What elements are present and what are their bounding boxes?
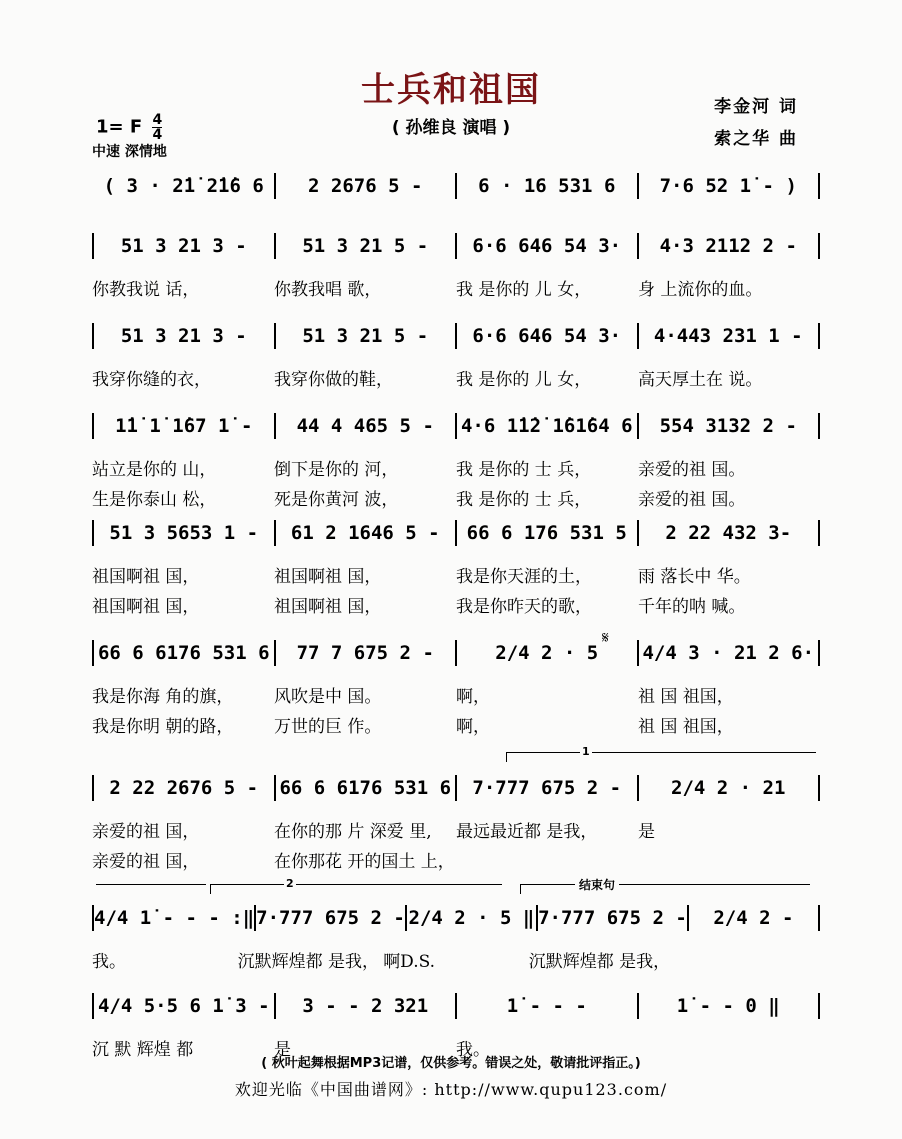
lyric-segment: 亲爱的祖 国。: [638, 460, 746, 480]
lyricist-credit: 李金河 词: [714, 97, 798, 117]
measure: 4·6 1̇1̇2̇ 1̇61̇64 6: [460, 415, 633, 437]
measure: 4·443 231 1 -: [653, 325, 803, 347]
lyric-segment: 我是你明 朝的路，: [92, 717, 234, 737]
measure: 2 22 2676 5 -: [109, 777, 259, 799]
measure: 44 4 465 5 -: [296, 415, 434, 437]
measure: 4/4 1̇ - - - :‖: [94, 907, 255, 929]
barline: [818, 775, 820, 801]
lyric-segment: 我穿你缝的衣，: [92, 370, 211, 390]
lyric-segment: 我穿你做的鞋，: [274, 370, 393, 390]
measure: 4/4 5·5 6 1̇ 3 -: [97, 995, 270, 1017]
measure: 7·777 675 2 -: [538, 907, 687, 929]
volta-bracket-2: [210, 884, 502, 885]
notation-line: [92, 173, 820, 199]
measure: 51 3 5653 1 -: [109, 522, 259, 544]
measure: 7·6 52 1̇ - ): [659, 175, 797, 197]
lyric-segment: 祖国啊祖 国，: [274, 567, 382, 587]
composer-credit: 索之华 曲: [714, 129, 798, 149]
measure: 7·777 675 2 -: [256, 907, 405, 929]
lyric-segment: 我 是你的 士 兵，: [456, 460, 592, 480]
volta-tick-2: [210, 884, 211, 894]
time-signature: [152, 113, 162, 142]
lyric-segment: 我 是你的 士 兵，: [456, 490, 592, 510]
measure: 3 - - 2 321: [302, 995, 429, 1017]
measure: 61 2 1646 5 -: [290, 522, 440, 544]
lyric-segment: 沉默辉煌都 是我，: [237, 952, 379, 972]
volta-label-2: 2: [286, 877, 294, 890]
lyric-segment: 身 上流你的血。: [638, 280, 763, 300]
lyric-segment: 风吹是中 国。: [274, 687, 382, 707]
measure: 7·777 675 2 -: [472, 777, 622, 799]
lyric-segment: 最远最近都 是我，: [456, 822, 598, 842]
barline: [818, 233, 820, 259]
measure: 2/4 2 · 21: [671, 777, 786, 799]
volta-bracket-1: [506, 752, 816, 753]
lyric-segment: 祖 国 祖国，: [638, 687, 734, 707]
measure: 1̇ - - -: [506, 995, 587, 1017]
lyric-segment: 千年的呐 喊。: [638, 597, 746, 617]
key-label: 1= F: [96, 116, 143, 138]
lyric-segment: 我。: [456, 1040, 490, 1060]
lyric-segment: 在你那花 开的国土 上，: [274, 852, 455, 872]
measure: 6·6 646 54 3·: [472, 235, 622, 257]
lyric-segment: 是: [274, 1040, 291, 1060]
lyric-segment: 啊，: [456, 717, 490, 737]
measure: 51 3 21 5 -: [302, 235, 429, 257]
lyric-line: [92, 275, 820, 300]
measure: 4·3 2112 2 -: [659, 235, 797, 257]
measure: 66 6 6176 531 6: [279, 777, 452, 799]
lyric-segment: 亲爱的祖 国，: [92, 822, 200, 842]
measure: 2/4 2 · 5 ‖: [408, 907, 535, 929]
barline: [818, 323, 820, 349]
measure: 6·6 646 54 3·: [472, 325, 622, 347]
measure: ( 3 · 2̇1̇ 2̇1̇6 6: [103, 175, 264, 197]
tempo-marking: 中速 深情地: [92, 144, 167, 160]
lyric-line: [92, 562, 820, 587]
lyric-segment: 我 是你的 儿 女，: [456, 370, 592, 390]
lyric-segment: 站立是你的 山，: [92, 460, 217, 480]
lyric-line: [92, 365, 820, 390]
transcriber-note: ( 秋叶起舞根据MP3记谱，仅供参考。错误之处，敬请批评指正。): [261, 1056, 641, 1071]
lyric-line: [92, 682, 820, 707]
measure: 2 2676 5 -: [308, 175, 423, 197]
measure: 51 3 21 3 -: [120, 325, 247, 347]
lyric-segment: 我是你天涯的土，: [456, 567, 592, 587]
lyric-segment: 我。: [92, 952, 126, 972]
lyric-line: [92, 485, 820, 510]
measure: 77 7 675 2 -: [296, 642, 434, 664]
measure: 1̇ - - 0 ‖: [676, 995, 780, 1017]
measure: 2/4 2 · 5: [495, 642, 599, 664]
notation-line: [92, 775, 820, 801]
barline: [818, 520, 820, 546]
measure: 66 6 176 531 5: [466, 522, 627, 544]
measure: 51 3 21 5 -: [302, 325, 429, 347]
website-footer: 欢迎光临《中国曲谱网》: http://www.qupu123.com/: [234, 1080, 668, 1099]
notation-line: [92, 520, 820, 546]
lyric-segment: 你教我说 话，: [92, 280, 200, 300]
measure: 1̇1̇ 1̇ 1̇67 1̇ -: [115, 415, 253, 437]
lyric-line: [92, 712, 820, 737]
lyric-line: [92, 817, 820, 842]
measure: 554 3132 2 -: [659, 415, 797, 437]
time-sig-bottom: 4: [152, 127, 163, 143]
measure: 2 22 432 3-: [665, 522, 792, 544]
lyric-segment: 你教我唱 歌，: [274, 280, 382, 300]
notation-line: [92, 233, 820, 259]
lyric-segment: 万世的巨 作。: [274, 717, 382, 737]
lyric-line: [92, 947, 820, 972]
lyric-segment: 沉 默 辉煌 都: [92, 1040, 194, 1060]
lyric-line: [92, 592, 820, 617]
segno-sign: 𝄋: [602, 628, 609, 647]
lyric-line: [92, 455, 820, 480]
lyric-line: [92, 847, 820, 872]
key-signature: [96, 113, 162, 142]
singer-credit: ( 孙维良 演唱 ): [391, 118, 511, 138]
lyric-segment: 祖国啊祖 国，: [92, 597, 200, 617]
barline: [818, 173, 820, 199]
lyric-segment: 我 是你的 儿 女，: [456, 280, 592, 300]
volta-label-1: 1: [582, 745, 590, 758]
ending-label: 结束句: [575, 876, 619, 893]
lyric-segment: [674, 947, 820, 972]
lyric-segment: [456, 847, 638, 872]
measure: 2/4 2 -: [713, 907, 794, 929]
measure: 51 3 21 3 -: [120, 235, 247, 257]
song-title: 士兵和祖国: [361, 70, 541, 110]
lyric-segment: [638, 847, 820, 872]
barline: [818, 413, 820, 439]
lyric-segment: 亲爱的祖 国。: [638, 490, 746, 510]
ending-tick: [520, 884, 521, 894]
measure: 4/4 3 · 21 2 6·: [642, 642, 815, 664]
lyric-segment: 我是你海 角的旗，: [92, 687, 234, 707]
notation-line: [92, 640, 820, 666]
lyric-segment: 我是你昨天的歌，: [456, 597, 592, 617]
lyric-segment: 生是你泰山 松，: [92, 490, 217, 510]
volta-line-left: [96, 884, 206, 885]
notation-line: [92, 905, 820, 931]
volta-tick-1: [506, 752, 507, 762]
time-sig-top: 4: [152, 112, 163, 128]
lyric-segment: 祖 国 祖国，: [638, 717, 734, 737]
notation-line: [92, 323, 820, 349]
lyric-segment: 祖国啊祖 国，: [274, 597, 382, 617]
lyric-segment: 倒下是你的 河，: [274, 460, 399, 480]
measure: 6 · 16 531 6: [478, 175, 616, 197]
lyric-segment: 亲爱的祖 国，: [92, 852, 200, 872]
ending-bracket: [520, 884, 810, 885]
lyric-segment: 沉默辉煌都 是我，: [528, 952, 671, 972]
barline: [818, 640, 820, 666]
lyric-segment: 在你的那 片 深爱 里,: [274, 822, 432, 842]
barline: [818, 905, 820, 931]
lyric-segment: 死是你黄河 波，: [274, 490, 399, 510]
lyric-segment: 啊D.S.: [383, 952, 436, 972]
measure: 66 6 6176 531 6: [97, 642, 270, 664]
lyric-segment: 祖国啊祖 国，: [92, 567, 200, 587]
barline: [818, 993, 820, 1019]
lyric-segment: 是: [638, 822, 655, 842]
lyric-segment: 高天厚土在 说。: [638, 370, 763, 390]
notation-line: [92, 993, 820, 1019]
notation-line: [92, 413, 820, 439]
lyric-segment: 啊，: [456, 687, 490, 707]
lyric-segment: 雨 落长中 华。: [638, 567, 751, 587]
